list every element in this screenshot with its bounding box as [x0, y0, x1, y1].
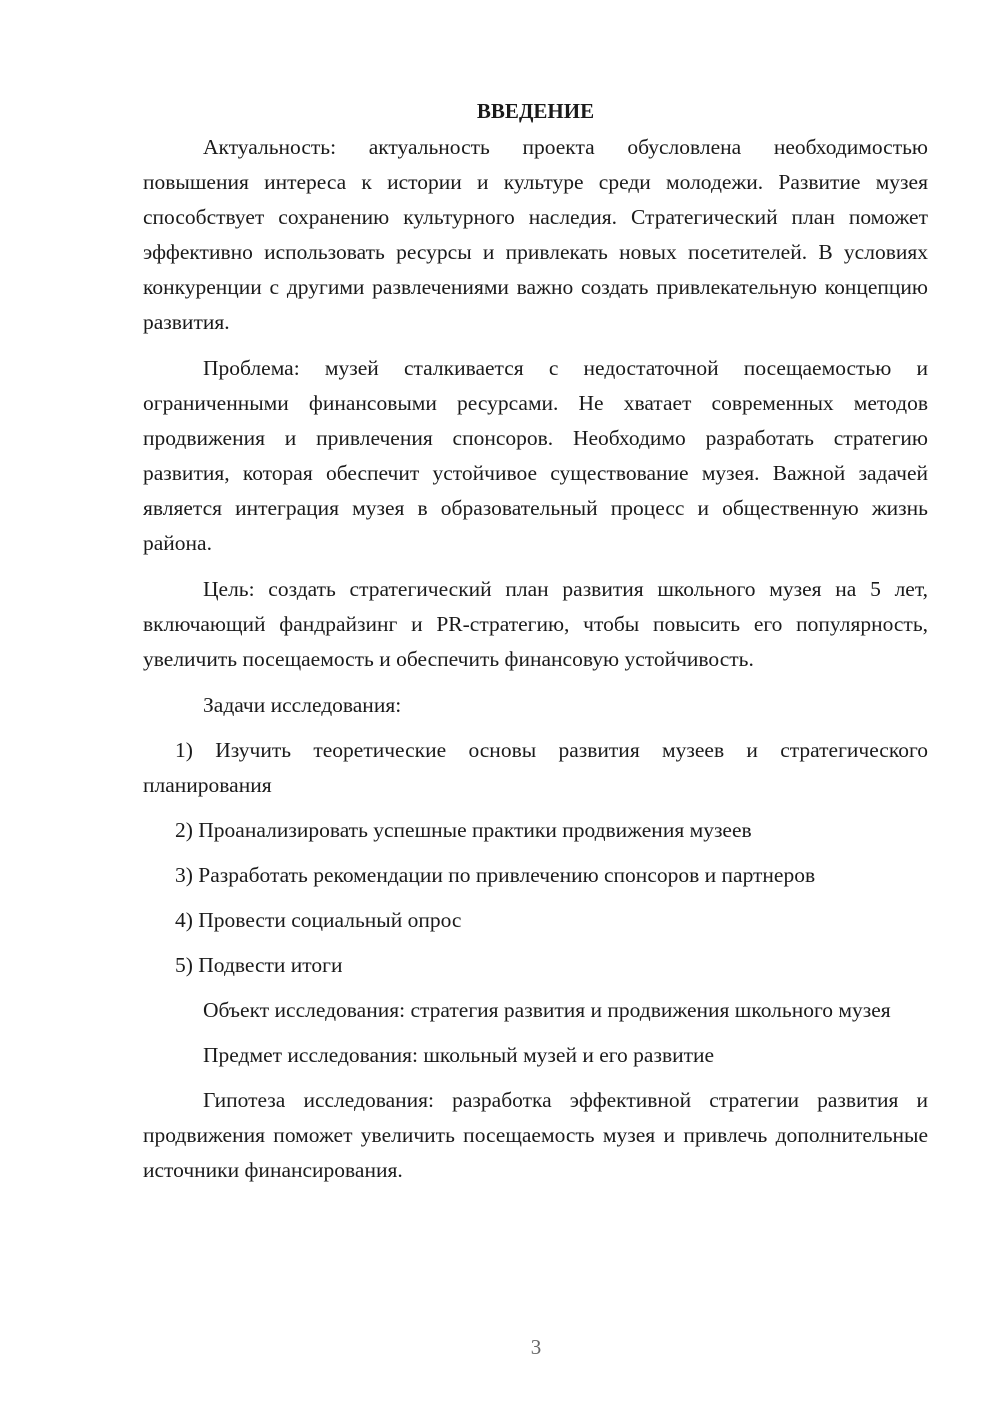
task-item-4: 4) Провести социальный опрос — [175, 908, 462, 932]
task-item-2: 2) Проанализировать успешные практики продвижения музеев — [175, 818, 752, 842]
page-number: 3 — [530, 1335, 542, 1359]
paragraph-tasks-heading: Задачи исследования: — [203, 693, 402, 717]
paragraph-problem: Проблема: музей сталкивается с недостаточной посещаемостью и ограниченными финансовыми ресурсами. Не хватает современных методов продвижения и привлечения спонсоров. Необходимо разработать стратегию развития, которая обеспечит устойчивое существование музея. Важной задачей является интеграция музея в образовательный процесс и общественную жизнь района. — [143, 356, 928, 555]
paragraph-hypothesis: Гипотеза исследования: разработка эффективной стратегии развития и продвижения поможет увеличить посещаемость музея и привлечь дополнительные источники финансирования. — [143, 1088, 928, 1182]
page-title: ВВЕДЕНИЕ — [476, 99, 595, 123]
paragraph-object: Объект исследования: стратегия развития и продвижения школьного музея — [203, 998, 891, 1022]
task-item-5: 5) Подвести итоги — [175, 953, 343, 977]
paragraph-relevance: Актуальность: актуальность проекта обусловлена необходимостью повышения интереса к истории и культуре среди молодежи. Развитие музея способствует сохранению культурного наследия. Стратегический план поможет эффективно использовать ресурсы и привлекать новых посетителей. В условиях конкуренции с другими развлечениями важно создать привлекательную концепцию развития. — [143, 135, 928, 334]
task-item-3: 3) Разработать рекомендации по привлечению спонсоров и партнеров — [175, 863, 816, 887]
task-item-1: 1) Изучить теоретические основы развития музеев и стратегического планирования — [143, 738, 928, 797]
paragraph-goal: Цель: создать стратегический план развития школьного музея на 5 лет, включающий фандрайзинг и PR-стратегию, чтобы повысить его популярность, увеличить посещаемость и обеспечить финансовую устойчивость. — [143, 577, 928, 671]
paragraph-subject: Предмет исследования: школьный музей и его развитие — [203, 1043, 715, 1067]
page-content — [143, 96, 928, 1188]
